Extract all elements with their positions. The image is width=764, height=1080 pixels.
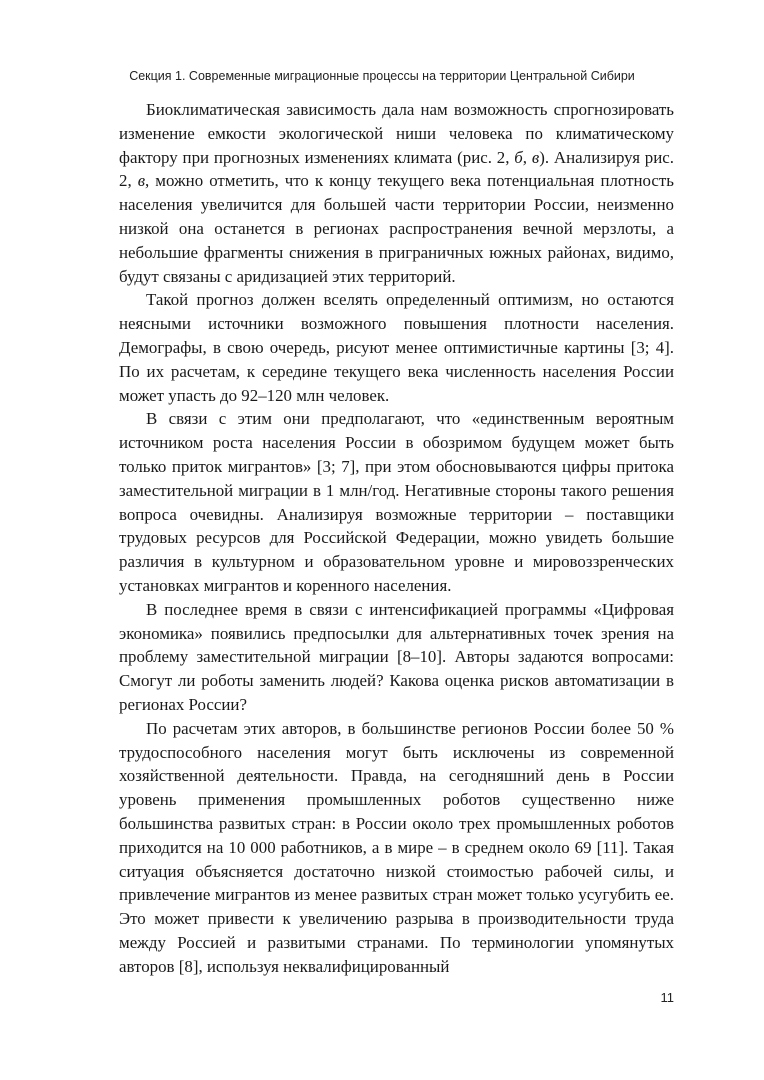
figure-ref-v: в [531, 147, 540, 167]
running-header: Секция 1. Современные миграционные процессы на территории Центральной Сибири [129, 69, 635, 83]
figure-ref-b: б [514, 147, 523, 167]
paragraph-1-text-c: , [522, 147, 532, 167]
paragraph-1-text-g: , можно отметить, что к концу текущего века потенциальная плотность населения увеличится для большей части территории России, неизменно низкой она останется в регионах распространения вечной мерзлоты, а небольшие фрагменты снижения в приграничных южных районах, видимо, будут связаны с аридизацией этих территорий. [119, 171, 674, 286]
paragraph-2: Такой прогноз должен вселять определенный оптимизм, но остаются неясными источники возможного повышения плотности населения. Демографы, в свою очередь, рисуют менее оптимистичные картины [3; 4]. По их расчетам, к середине текущего века численность населения России может упасть до 92–120 млн человек. [119, 290, 674, 405]
paragraph-1-text-e: ). Анализируя рис. 2, [119, 147, 675, 191]
body-text [119, 98, 674, 978]
paragraph-5: По расчетам этих авторов, в большинстве регионов России более 50 % трудоспособного населения могут быть исключены из современной хозяйственной деятельности. Правда, на сегодняшний день в России уровень применения промышленных роботов существенно ниже большинства развитых стран: в России около трех промышленных роботов приходится на 10 000 работников, а в мире – в среднем около 69 [11]. Такая ситуация объясняется достаточно низкой стоимостью рабочей силы, и привлечение мигрантов из менее развитых стран может только усугубить ее. Это может привести к увеличению разрыва в производительности труда между Россией и развитыми странами. По терминологии упомянутых авторов [8], используя неквалифицированный [119, 718, 674, 976]
paragraph-3: В связи с этим они предполагают, что «единственным вероятным источником роста населения России в обозримом будущем может быть только приток мигрантов» [3; 7], при этом обосновываются цифры притока заместительной миграции в 1 млн/год. Негативные стороны такого решения вопроса очевидны. Анализируя возможные территории – поставщики трудовых ресурсов для Российской Федерации, можно увидеть большие различия в культурном и образовательном уровне и мировоззренческих установках мигрантов и коренного населения. [119, 409, 674, 595]
paragraph-1 [119, 98, 674, 288]
figure-ref-v-2: в [137, 171, 146, 191]
paragraph-4: В последнее время в связи с интенсификацией программы «Цифровая экономика» появились предпосылки для альтернативных точек зрения на проблему заместительной миграции [8–10]. Авторы задаются вопросами: Смогут ли роботы заменить людей? Какова оценка рисков автоматизации в регионах России? [119, 599, 674, 714]
page-number: 11 [660, 990, 674, 1005]
paragraph-1-text-a: Биоклиматическая зависимость дала нам возможность спрогнозировать изменение емкости экологической ниши человека по климатическому фактору при прогнозных изменениях климата (рис. 2, [119, 100, 674, 167]
